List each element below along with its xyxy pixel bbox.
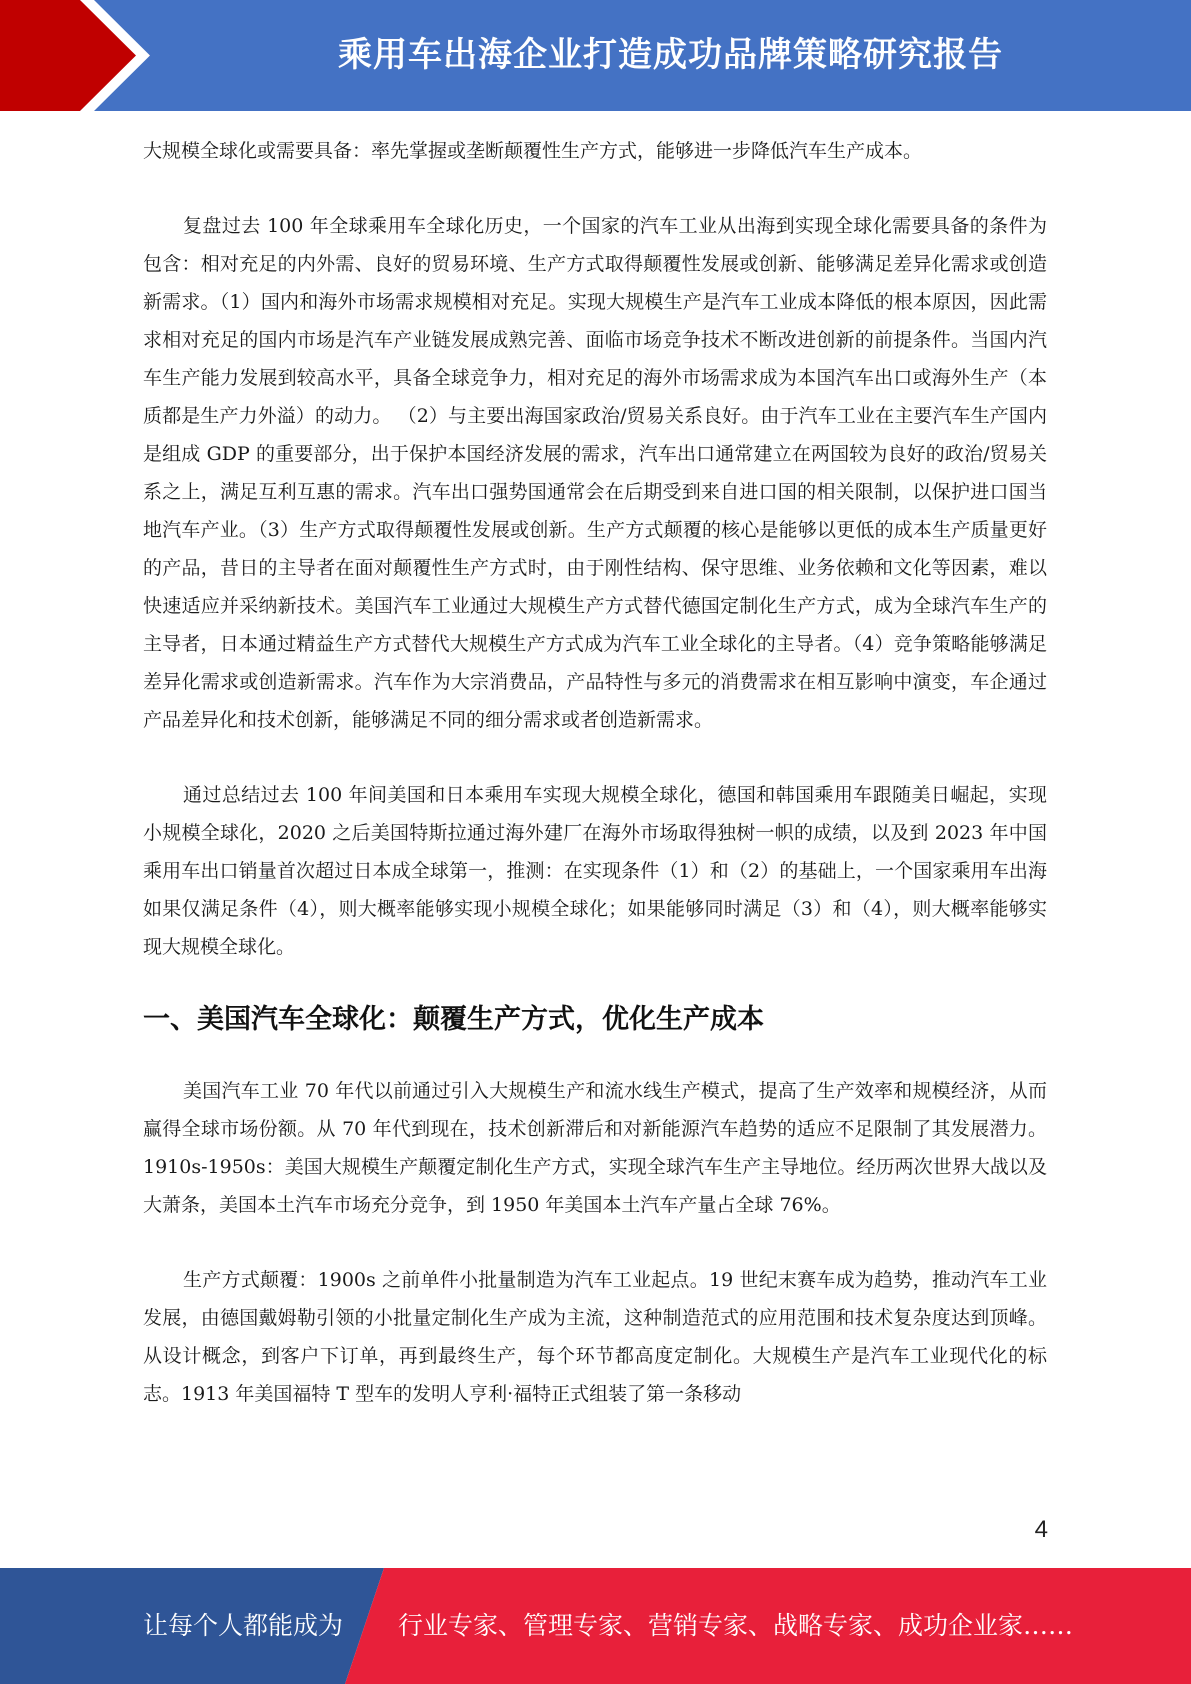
page-header: [0, 0, 1191, 111]
paragraph-intro: 大规模全球化或需要具备：率先掌握或垄断颠覆性生产方式，能够进一步降低汽车生产成本。: [143, 140, 923, 162]
footer-slogan-left: 让每个人都能成为: [143, 1611, 344, 1640]
footer-slogan-right: 行业专家、管理专家、营销专家、战略专家、成功企业家……: [398, 1611, 1074, 1640]
report-title: 乘用车出海企业打造成功品牌策略研究报告: [338, 35, 1003, 75]
page-footer: [0, 1568, 1191, 1684]
page-number: 4: [1034, 1516, 1048, 1543]
page-content: [143, 132, 1047, 1413]
paragraph-production-mode: 生产方式颠覆：1900s 之前单件小批量制造为汽车工业起点。19 世纪末赛车成为趋势，推动汽车工业发展，由德国戴姆勒引领的小批量定制化生产成为主流，这种制造范式的应用范围和技术复杂度达到顶峰。从设计概念，到客户下订单，再到最终生产，每个环节都高度定制化。大规模生产是汽车工业现代化的标志。1913 年美国福特 T 型车的发明人亨利·福特正式组装了第一条移动: [143, 1269, 1047, 1405]
section-heading: 一、美国汽车全球化：颠覆生产方式，优化生产成本: [143, 1004, 764, 1035]
paragraph-us-overview: 美国汽车工业 70 年代以前通过引入大规模生产和流水线生产模式，提高了生产效率和规模经济，从而赢得全球市场份额。从 70 年代到现在，技术创新滞后和对新能源汽车趋势的适应不足限制了其发展潜力。1910s-1950s：美国大规模生产颠覆定制化生产方式，实现全球汽车生产主导地位。经历两次世界大战以及大萧条，美国本土汽车市场充分竞争，到 1950 年美国本土汽车产量占全球 76%。: [143, 1080, 1047, 1216]
red-chevron-decoration: [0, 0, 150, 111]
paragraph-conditions: 复盘过去 100 年全球乘用车全球化历史，一个国家的汽车工业从出海到实现全球化需要具备的条件为包含：相对充足的内外需、良好的贸易环境、生产方式取得颠覆性发展或创新、能够满足差异化需求或创造新需求。（1）国内和海外市场需求规模相对充足。实现大规模生产是汽车工业成本降低的根本原因，因此需求相对充足的国内市场是汽车产业链发展成熟完善、面临市场竞争技术不断改进创新的前提条件。当国内汽车生产能力发展到较高水平，具备全球竞争力，相对充足的海外市场需求成为本国汽车出口或海外生产（本质都是生产力外溢）的动力。 （2）与主要出海国家政治/贸易关系良好。由于汽车工业在主要汽车生产国内是组成 GDP 的重要部分，出于保护本国经济发展的需求，汽车出口通常建立在两国较为良好的政治/贸易关系之上，满足互利互惠的需求。汽车出口强势国通常会在后期受到来自进口国的相关限制，以保护进口国当地汽车产业。（3）生产方式取得颠覆性发展或创新。生产方式颠覆的核心是能够以更低的成本生产质量更好的产品，昔日的主导者在面对颠覆性生产方式时，由于刚性结构、保守思维、业务依赖和文化等因素，难以快速适应并采纳新技术。美国汽车工业通过大规模生产方式替代德国定制化生产方式，成为全球汽车生产的主导者，日本通过精益生产方式替代大规模生产方式成为汽车工业全球化的主导者。（4）竞争策略能够满足差异化需求或创造新需求。汽车作为大宗消费品，产品特性与多元的消费需求在相互影响中演变，车企通过产品差异化和技术创新，能够满足不同的细分需求或者创造新需求。: [143, 215, 1047, 731]
paragraph-summary: 通过总结过去 100 年间美国和日本乘用车实现大规模全球化，德国和韩国乘用车跟随美日崛起，实现小规模全球化，2020 之后美国特斯拉通过海外建厂在海外市场取得独树一帜的成绩，以及到 2023 年中国乘用车出口销量首次超过日本成全球第一，推测：在实现条件（1）和（2）的基础上，一个国家乘用车出海如果仅满足条件（4），则大概率能够实现小规模全球化；如果能够同时满足（3）和（4），则大概率能够实现大规模全球化。: [143, 784, 1047, 958]
